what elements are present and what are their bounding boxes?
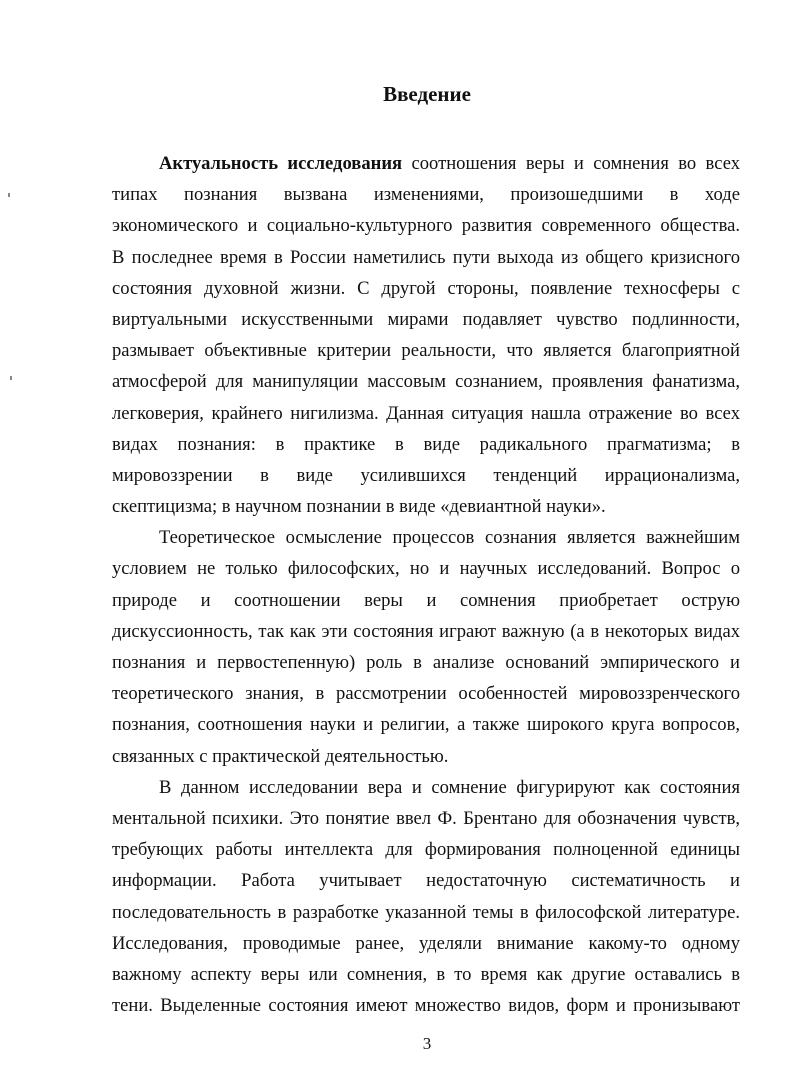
text-line: дискуссионность, так как эти состояния играют важную (а в некоторых видах [112,620,740,642]
scan-speck [8,193,10,197]
text-line: видах познания: в практике в виде радикального прагматизма; в [112,433,740,455]
text-line: В данном исследовании вера и сомнение фигурируют как состояния [159,776,740,798]
bold-phrase: Актуальность исследования [159,153,403,174]
text-line: Теоретическое осмысление процессов сознания является важнейшим [159,527,740,549]
text-line: скептицизма; в научном познании в виде «девиантной науки». [112,496,606,518]
text-line: познания, соотношения науки и религии, а также широкого круга вопросов, [112,714,740,736]
text-line: информации. Работа учитывает недостаточную систематичность и [112,870,740,892]
text-line: размывает объективные критерии реальности, что является благоприятной [112,340,740,362]
text-line: В последнее время в России наметились пути выхода из общего кризисного [112,246,740,268]
text-line: Исследования, проводимые ранее, уделяли внимание какому-то одному [112,932,740,954]
text-line: природе и соотношении веры и сомнения приобретает острую [112,589,740,611]
text-line: мировоззрении в виде усилившихся тенденций иррационализма, [112,464,740,486]
scan-speck [10,376,12,380]
text-line: важному аспекту веры или сомнения, в то время как другие оставались в [112,963,740,985]
text-line: ментальной психики. Это понятие ввел Ф. Брентано для обозначения чувств, [112,807,740,829]
page-title: Введение [383,82,471,106]
text-line: состояния духовной жизни. С другой стороны, появление техносферы с [112,277,740,299]
text-line: познания и первостепенную) роль в анализе оснований эмпирического и [112,652,740,673]
text-line: теоретического знания, в рассмотрении особенностей мировоззренческого [112,683,740,705]
text-line: последовательность в разработке указанной темы в философской литературе. [112,901,740,923]
text-line: экономического и социально-культурного развития современного общества. [112,215,740,237]
text-line: типах познания вызвана изменениями, произошедшими в ходе [112,184,740,206]
text-line: требующих работы интеллекта для формирования полноценной единицы [112,839,740,861]
text-line: виртуальными искусственными мирами подавляет чувство подлинности, [112,308,740,330]
text-line: тени. Выделенные состояния имеют множество видов, форм и пронизывают [112,995,740,1017]
page-number: 3 [422,1034,432,1053]
text-line: легковерия, крайнего нигилизма. Данная ситуация нашла отражение во всех [112,402,740,424]
body-text [112,148,740,1021]
text-line: связанных с практической деятельностью. [112,745,449,767]
text-line [112,148,740,179]
text-line: атмосферой для манипуляции массовым сознанием, проявления фанатизма, [112,371,740,393]
text-line: условием не только философских, но и научных исследований. Вопрос о [112,558,740,580]
text-fragment: соотношения веры и сомнения во всех [402,153,740,174]
